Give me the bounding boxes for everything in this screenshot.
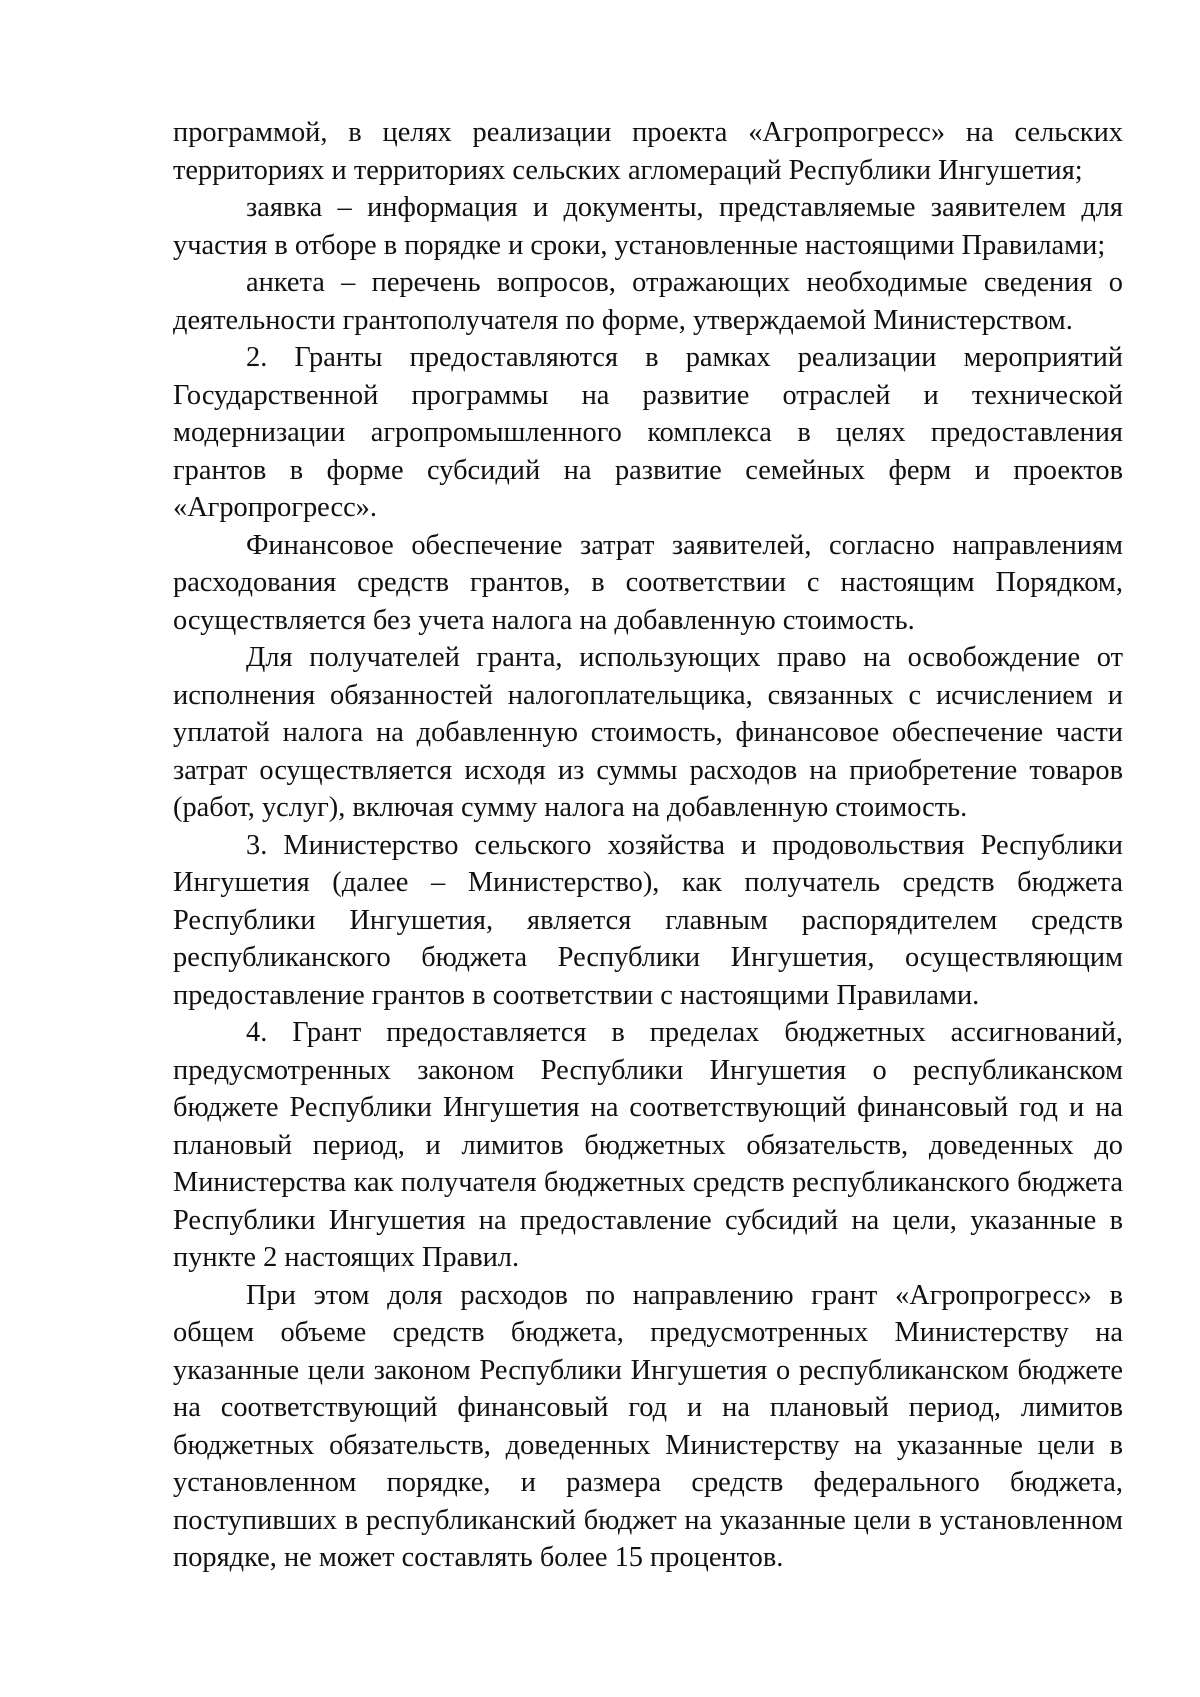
paragraph-definition-application: заявка – информация и документы, представляемые заявителем для участия в отборе в порядке и сроки, установленные настоящими Правилами; bbox=[173, 192, 1123, 261]
paragraph-item-4: 4. Грант предоставляется в пределах бюджетных ассигнований, предусмотренных законом Республики Ингушетия о республиканском бюджете Республики Ингушетия на соответствующий финансовый год и на плановый период, и лимитов бюджетных обязательств, доведенных до Министерства как получателя бюджетных средств республиканского бюджета Республики Ингушетия на предоставление субсидий на цели, указанные в пункте 2 настоящих Правил. bbox=[173, 1017, 1123, 1273]
paragraph-item-2: 2. Гранты предоставляются в рамках реализации мероприятий Государственной программы на развитие отраслей и технической модернизации агропромышленного комплекса в целях предоставления грантов в форме субсидий на развитие семейных ферм и проектов «Агропрогресс». bbox=[173, 342, 1123, 523]
paragraph-share-limit: При этом доля расходов по направлению грант «Агропрогресс» в общем объеме средств бюджета, предусмотренных Министерству на указанные цели законом Республики Ингушетия о республиканском бюджете на соответствующий финансовый год и на плановый период, лимитов бюджетных обязательств, доведенных Министерству на указанные цели в установленном порядке, и размера средств федерального бюджета, поступивших в республиканский бюджет на указанные цели в установленном порядке, не может составлять более 15 процентов. bbox=[173, 1279, 1123, 1573]
paragraph-continuation: программой, в целях реализации проекта «Агропрогресс» на сельских территориях и территориях сельских агломераций Республики Ингушетия; bbox=[173, 117, 1123, 186]
paragraph-financing: Финансовое обеспечение затрат заявителей, согласно направлениям расходования средств грантов, в соответствии с настоящим Порядком, осуществляется без учета налога на добавленную стоимость. bbox=[173, 529, 1123, 636]
document-body bbox=[173, 114, 1123, 1577]
paragraph-definition-questionnaire: анкета – перечень вопросов, отражающих необходимые сведения о деятельности грантополучателя по форме, утверждаемой Министерством. bbox=[173, 267, 1123, 336]
paragraph-vat-exemption: Для получателей гранта, использующих право на освобождение от исполнения обязанностей налогоплательщика, связанных с исчислением и уплатой налога на добавленную стоимость, финансовое обеспечение части затрат осуществляется исходя из суммы расходов на приобретение товаров (работ, услуг), включая сумму налога на добавленную стоимость. bbox=[173, 642, 1123, 823]
paragraph-item-3: 3. Министерство сельского хозяйства и продовольствия Республики Ингушетия (далее – Министерство), как получатель средств бюджета Республики Ингушетия, является главным распорядителем средств республиканского бюджета Республики Ингушетия, осуществляющим предоставление грантов в соответствии с настоящими Правилами. bbox=[173, 829, 1123, 1011]
